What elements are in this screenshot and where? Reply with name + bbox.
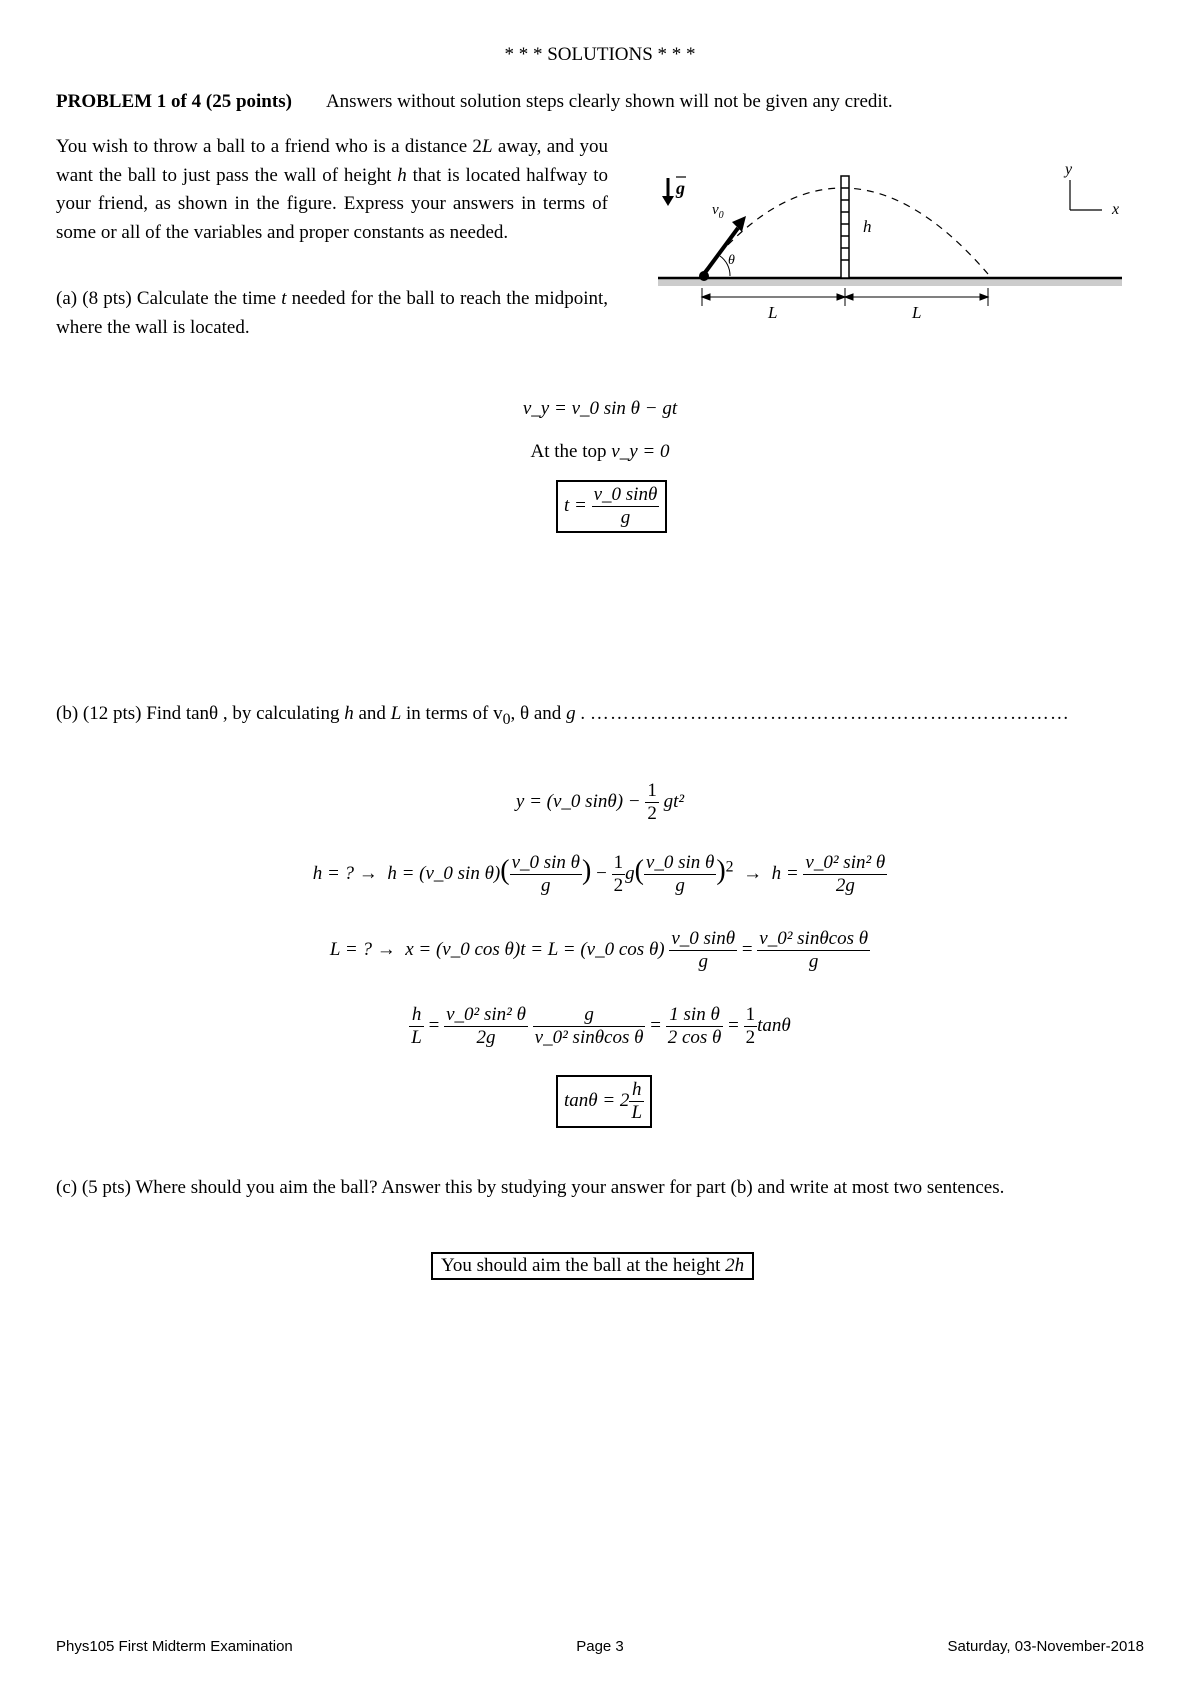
sol-b-L-res-den: g: [808, 951, 819, 972]
sol-b-h-frac-den: g: [541, 875, 551, 896]
sol-c-text: You should aim the ball at the height: [441, 1255, 721, 1276]
wall-height-label: h: [863, 217, 872, 236]
sol-b-L-eq1: x = (v_0 cos θ)t = L = (v_0 cos θ): [405, 938, 665, 960]
sol-b-h-half-den: 2: [613, 875, 624, 896]
sol-b-h-frac2-num: v_0 sin θ: [645, 852, 715, 873]
intro-text-2: away, and you want the ball to just pass the wall of height: [56, 136, 608, 186]
dimension-lines: [702, 288, 988, 306]
distance-L-right: L: [912, 303, 922, 320]
sol-b-L-equals: =: [741, 938, 753, 960]
sol-b-L-q: L = ? →: [329, 938, 396, 960]
sol-b-r-f1-num: v_0² sin² θ: [446, 1004, 526, 1025]
sol-a-eq2: [400, 441, 800, 463]
sol-b-L-frac-den: g: [698, 951, 708, 972]
sol-b-box-num: h: [629, 1079, 644, 1102]
intro-var-h: h: [397, 164, 407, 186]
sol-c-math: 2h: [725, 1255, 745, 1276]
projectile-figure: [650, 160, 1130, 320]
part-b-var-g: g: [566, 703, 576, 724]
sol-b-box-lhs: tanθ = 2: [564, 1089, 630, 1111]
sol-b-h-res-lhs: h =: [771, 862, 799, 884]
intro-text-3: that is located halfway to your friend, as shown in the figure. Express your answers in terms of some or all of the variables and proper constants as needed.: [56, 164, 608, 243]
part-c-question: (c) (5 pts) Where should you aim the ball? Answer this by studying your answer for part (b) and write at most two sentences.: [56, 1177, 1005, 1198]
sol-b-r-f4-den: 2: [745, 1027, 756, 1048]
sol-a-eq2-text: At the top: [530, 441, 607, 462]
sol-c-answer-box: [431, 1252, 754, 1280]
problem-note: Answers without solution steps clearly shown will not be given any credit.: [325, 91, 893, 112]
sol-b-h-g: g: [625, 862, 635, 884]
sol-b-h-sq: 2: [725, 858, 734, 876]
sol-b-L-eq: [300, 928, 900, 973]
sol-b-r-den: L: [411, 1027, 422, 1048]
intro-var-L: L: [481, 136, 493, 157]
footer-left: Phys105 First Midterm Examination: [56, 1638, 293, 1655]
sol-b-h-frac-num: v_0 sin θ: [511, 852, 581, 873]
problem-label: PROBLEM 1 of 4 (25 points): [56, 91, 292, 112]
problem-statement: [56, 133, 608, 247]
footer-center: Page 3: [576, 1638, 624, 1655]
sol-b-y-eq: [400, 780, 800, 825]
sol-b-r-f4-num: 1: [745, 1004, 756, 1025]
gravity-arrow-icon: [662, 178, 674, 206]
sol-b-h-frac2-den: g: [675, 875, 685, 896]
velocity-arrow-icon: [699, 216, 746, 281]
sol-b-h-half-num: 1: [613, 852, 624, 873]
part-a-var-t: t: [281, 288, 287, 309]
part-b-text-4: , θ and: [510, 703, 567, 724]
part-b-question: [56, 703, 1070, 729]
part-b-sub: 0: [502, 710, 511, 728]
sol-b-h-res-num: v_0² sin² θ: [805, 852, 886, 873]
intro-text-1: You wish to throw a ball to a friend who is a distance 2: [56, 136, 482, 157]
sol-a-eq1-text: v_y = v_0 sin θ − gt: [522, 398, 678, 419]
sol-b-y-half-den: 2: [647, 803, 657, 824]
sol-a-answer-box: [556, 480, 667, 533]
part-b-dots: ………………………………………………………………: [589, 703, 1070, 724]
page-header: * * * SOLUTIONS * * *: [504, 44, 696, 65]
sol-a-eq2-math: v_y = 0: [611, 441, 670, 462]
sol-b-h-eq1: h = (v_0 sin θ): [387, 862, 501, 884]
part-b-text-1: (b) (12 pts) Find tanθ , by calculating: [56, 703, 345, 724]
sol-b-h-eq: h = ? → h = (v_0 sin θ)( $\frac{\text{v\_0 sin θ}}{g}$ ) − $\frac{1}{2}$ g( $\frac{\text{v\_0 sin θ}}{g}$ )$^2$ → h = $\frac{\text{v\_0² sin² θ}}{2g}$: [312, 852, 886, 896]
wall: [841, 176, 849, 278]
sol-b-r-tail: tanθ: [757, 1014, 791, 1036]
gravity-label: g: [676, 178, 685, 198]
part-b-var-L: L: [390, 703, 402, 724]
footer-right: Saturday, 03-November-2018: [947, 1638, 1144, 1655]
sol-a-box-num: v_0 sinθ: [593, 484, 658, 505]
sol-b-box-den: L: [631, 1102, 643, 1123]
angle-label: θ: [728, 253, 735, 268]
sol-b-h-arrow: →: [743, 862, 763, 884]
sol-a-box-lhs: t =: [564, 494, 587, 516]
sol-b-L-frac-num: v_0 sinθ: [671, 928, 736, 949]
sol-b-h-res-den: 2g: [835, 875, 855, 896]
sol-b-r-num: h: [409, 1004, 424, 1027]
sol-b-h-q: h = ? →: [312, 862, 378, 884]
sol-b-r-f3-den: 2 cos θ: [667, 1027, 722, 1048]
part-a-text-2: needed for the ball to reach the midpoint, where the wall is located.: [56, 288, 609, 338]
part-a-text-1: (a) (8 pts) Calculate the time: [56, 288, 282, 309]
sol-b-r-f2-num: g: [533, 1004, 646, 1027]
part-a-question: [56, 285, 608, 342]
distance-L-left: L: [768, 303, 778, 320]
velocity-label: $v_0$: [712, 202, 724, 221]
sol-a-eq1: [400, 398, 800, 420]
sol-b-ratio-eq: $\frac{h}{L}$ = $\frac{\text{v\_0² sin² θ}}{2g}$ $\frac{g}{\text{v\_0² sinθcos θ}}$ = $\frac{\text{1 sin θ}}{\text{2 cos θ}}$ = $\frac{1}{2}$ tanθ: [411, 1004, 791, 1048]
sol-b-y-lhs: y = (v_0 sinθ) −: [515, 790, 641, 812]
axis-y-label: y: [1065, 161, 1073, 178]
sol-b-r-f1-den: 2g: [476, 1027, 496, 1048]
part-b-text-2: and: [353, 703, 391, 724]
sol-b-answer-box: [556, 1075, 652, 1128]
sol-a-box-den: g: [620, 507, 631, 528]
sol-b-y-half-num: 1: [647, 780, 657, 801]
problem-heading: [56, 91, 893, 113]
part-b-text-5: .: [575, 703, 586, 724]
axis-x-label: x: [1112, 201, 1120, 218]
part-b-var-h: h: [344, 703, 354, 724]
axes-icon: [1070, 180, 1102, 210]
sol-b-y-rhs: gt²: [663, 790, 685, 812]
sol-b-r-f3-num: 1 sin θ: [666, 1004, 724, 1027]
sol-b-h-minus: −: [596, 862, 607, 884]
part-b-text-3: in terms of v: [401, 703, 503, 724]
sol-b-L-res-num: v_0² sinθcos θ: [759, 928, 869, 949]
sol-b-r-f2-den: v_0² sinθcos θ: [534, 1027, 644, 1048]
